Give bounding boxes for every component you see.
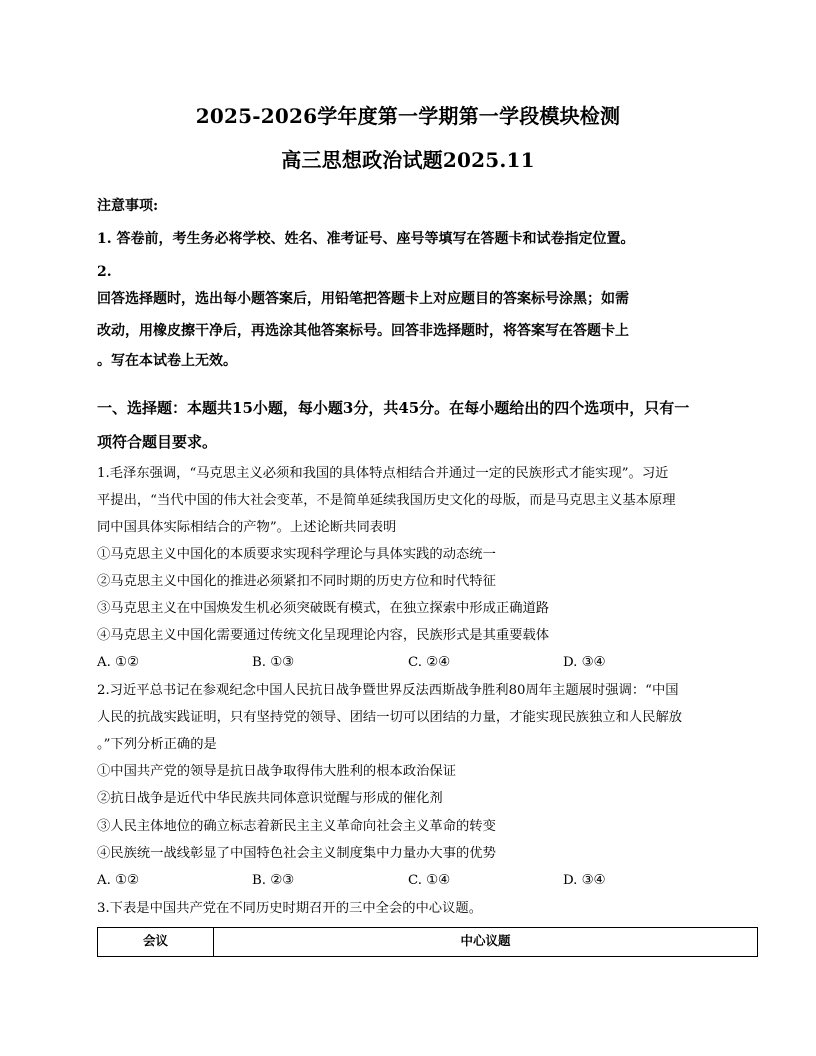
question-2-statement-4: ④民族统一战线彰显了中国特色社会主义制度集中力量办大事的优势 xyxy=(97,846,496,861)
question-1-statement-4: ④马克思主义中国化需要通过传统文化呈现理论内容，民族形式是其重要载体 xyxy=(97,628,550,643)
notice-item-2-number: 2. xyxy=(97,264,112,280)
notice-heading: 注意事项: xyxy=(97,198,159,214)
option-a: A. ①② xyxy=(97,873,139,888)
table-header-topic: 中心议题 xyxy=(214,928,758,957)
question-1-stem-line-2: 平提出，“当代中国的伟大社会变革，不是简单延续我国历史文化的母版，而是马克思主义基本原理 xyxy=(97,493,676,508)
option-c: C. ①④ xyxy=(408,873,450,888)
question-3-stem: 3.下表是中国共产党在不同历史时期召开的三中全会的中心议题。 xyxy=(97,901,482,916)
question-2-stem-line-1: 2.习近平总书记在参观纪念中国人民抗日战争暨世界反法西斯战争胜利80周年主题展时强调：“中国 xyxy=(97,683,679,698)
section-heading-line-1: 一、选择题：本题共15小题，每小题3分，共45分。在每小题给出的四个选项中，只有一 xyxy=(97,399,690,417)
question-2-options xyxy=(97,873,727,891)
plenary-sessions-table xyxy=(97,927,758,957)
question-1-statement-2: ②马克思主义中国化的推进必须紧扣不同时期的历史方位和时代特征 xyxy=(97,574,496,589)
option-b: B. ①③ xyxy=(252,655,295,670)
question-2-stem-line-2: 人民的抗战实践证明，只有坚持党的领导、团结一切可以团结的力量，才能实现民族独立和人民解放 xyxy=(97,710,683,725)
exam-title: 2025-2026学年度第一学期第一学段模块检测 xyxy=(195,104,621,128)
option-d: D. ③④ xyxy=(563,655,606,670)
notice-item-2-line-1: 回答选择题时，选出每小题答案后，用铅笔把答题卡上对应题目的答案标号涂黑；如需 xyxy=(97,291,629,307)
question-1-stem-line-1: 1.毛泽东强调，“马克思主义必须和我国的具体特点相结合并通过一定的民族形式才能实现”。习近 xyxy=(97,466,669,481)
section-heading-line-2: 项符合题目要求。 xyxy=(97,433,218,451)
table-header-row xyxy=(98,928,758,957)
question-1-statement-1: ①马克思主义中国化的本质要求实现科学理论与具体实践的动态统一 xyxy=(97,547,496,562)
question-1-options xyxy=(97,655,727,673)
question-2-statement-1: ①中国共产党的领导是抗日战争取得伟大胜利的根本政治保证 xyxy=(97,764,457,779)
question-2-statement-3: ③人民主体地位的确立标志着新民主主义革命向社会主义革命的转变 xyxy=(97,819,496,834)
option-b: B. ②③ xyxy=(252,873,295,888)
option-a: A. ①② xyxy=(97,655,139,670)
question-1-stem-line-3: 同中国具体实际相结合的产物”。上述论断共同表明 xyxy=(97,520,397,535)
question-1-statement-3: ③马克思主义在中国焕发生机必须突破既有模式，在独立探索中形成正确道路 xyxy=(97,601,550,616)
question-2-statement-2: ②抗日战争是近代中华民族共同体意识觉醒与形成的催化剂 xyxy=(97,791,443,806)
option-d: D. ③④ xyxy=(563,873,606,888)
option-c: C. ②④ xyxy=(408,655,450,670)
notice-item-2-line-3: 。写在本试卷上无效。 xyxy=(97,353,237,369)
exam-subtitle: 高三思想政治试题2025.11 xyxy=(281,148,535,172)
table-header-meeting: 会议 xyxy=(98,928,214,957)
question-2-stem-line-3: 。”下列分析正确的是 xyxy=(97,737,217,752)
notice-item-2-line-2: 改动，用橡皮擦干净后，再选涂其他答案标号。回答非选择题时，将答案写在答题卡上 xyxy=(97,323,629,339)
notice-item-1: 1. 答卷前，考生务必将学校、姓名、准考证号、座号等填写在答题卡和试卷指定位置。 xyxy=(97,231,635,247)
